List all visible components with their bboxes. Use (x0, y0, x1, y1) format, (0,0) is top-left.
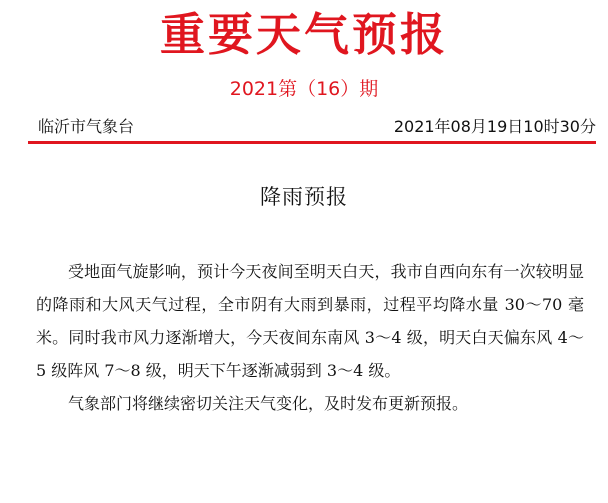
issue-time: 2021年08月19日10时30分 (393, 117, 596, 136)
section-title: 降雨预报 (260, 185, 348, 209)
red-divider (28, 141, 596, 144)
issuer: 临沂市气象台 (38, 117, 135, 136)
update-paragraph: 气象部门将继续密切关注天气变化，及时发布更新预报。 (68, 394, 469, 413)
forecast-paragraph: 受地面气旋影响，预计今天夜间至明天白天，我市自西向东有一次较明显的降雨和大风天气过程，全市阴有大雨到暴雨，过程平均降水量 30～70 毫米。同时我市风力逐渐增大，今天夜间东南风 3～4 级，明天白天偏东风 4～5 级阵风 7～8 级，明天下午逐渐减弱到 3～4 级。 (36, 262, 584, 380)
issue-number: 2021第（16）期 (229, 78, 379, 100)
masthead-title: 重要天气预报 (159, 8, 448, 61)
bulletin-body (36, 255, 584, 420)
bulletin-meta (30, 115, 596, 139)
